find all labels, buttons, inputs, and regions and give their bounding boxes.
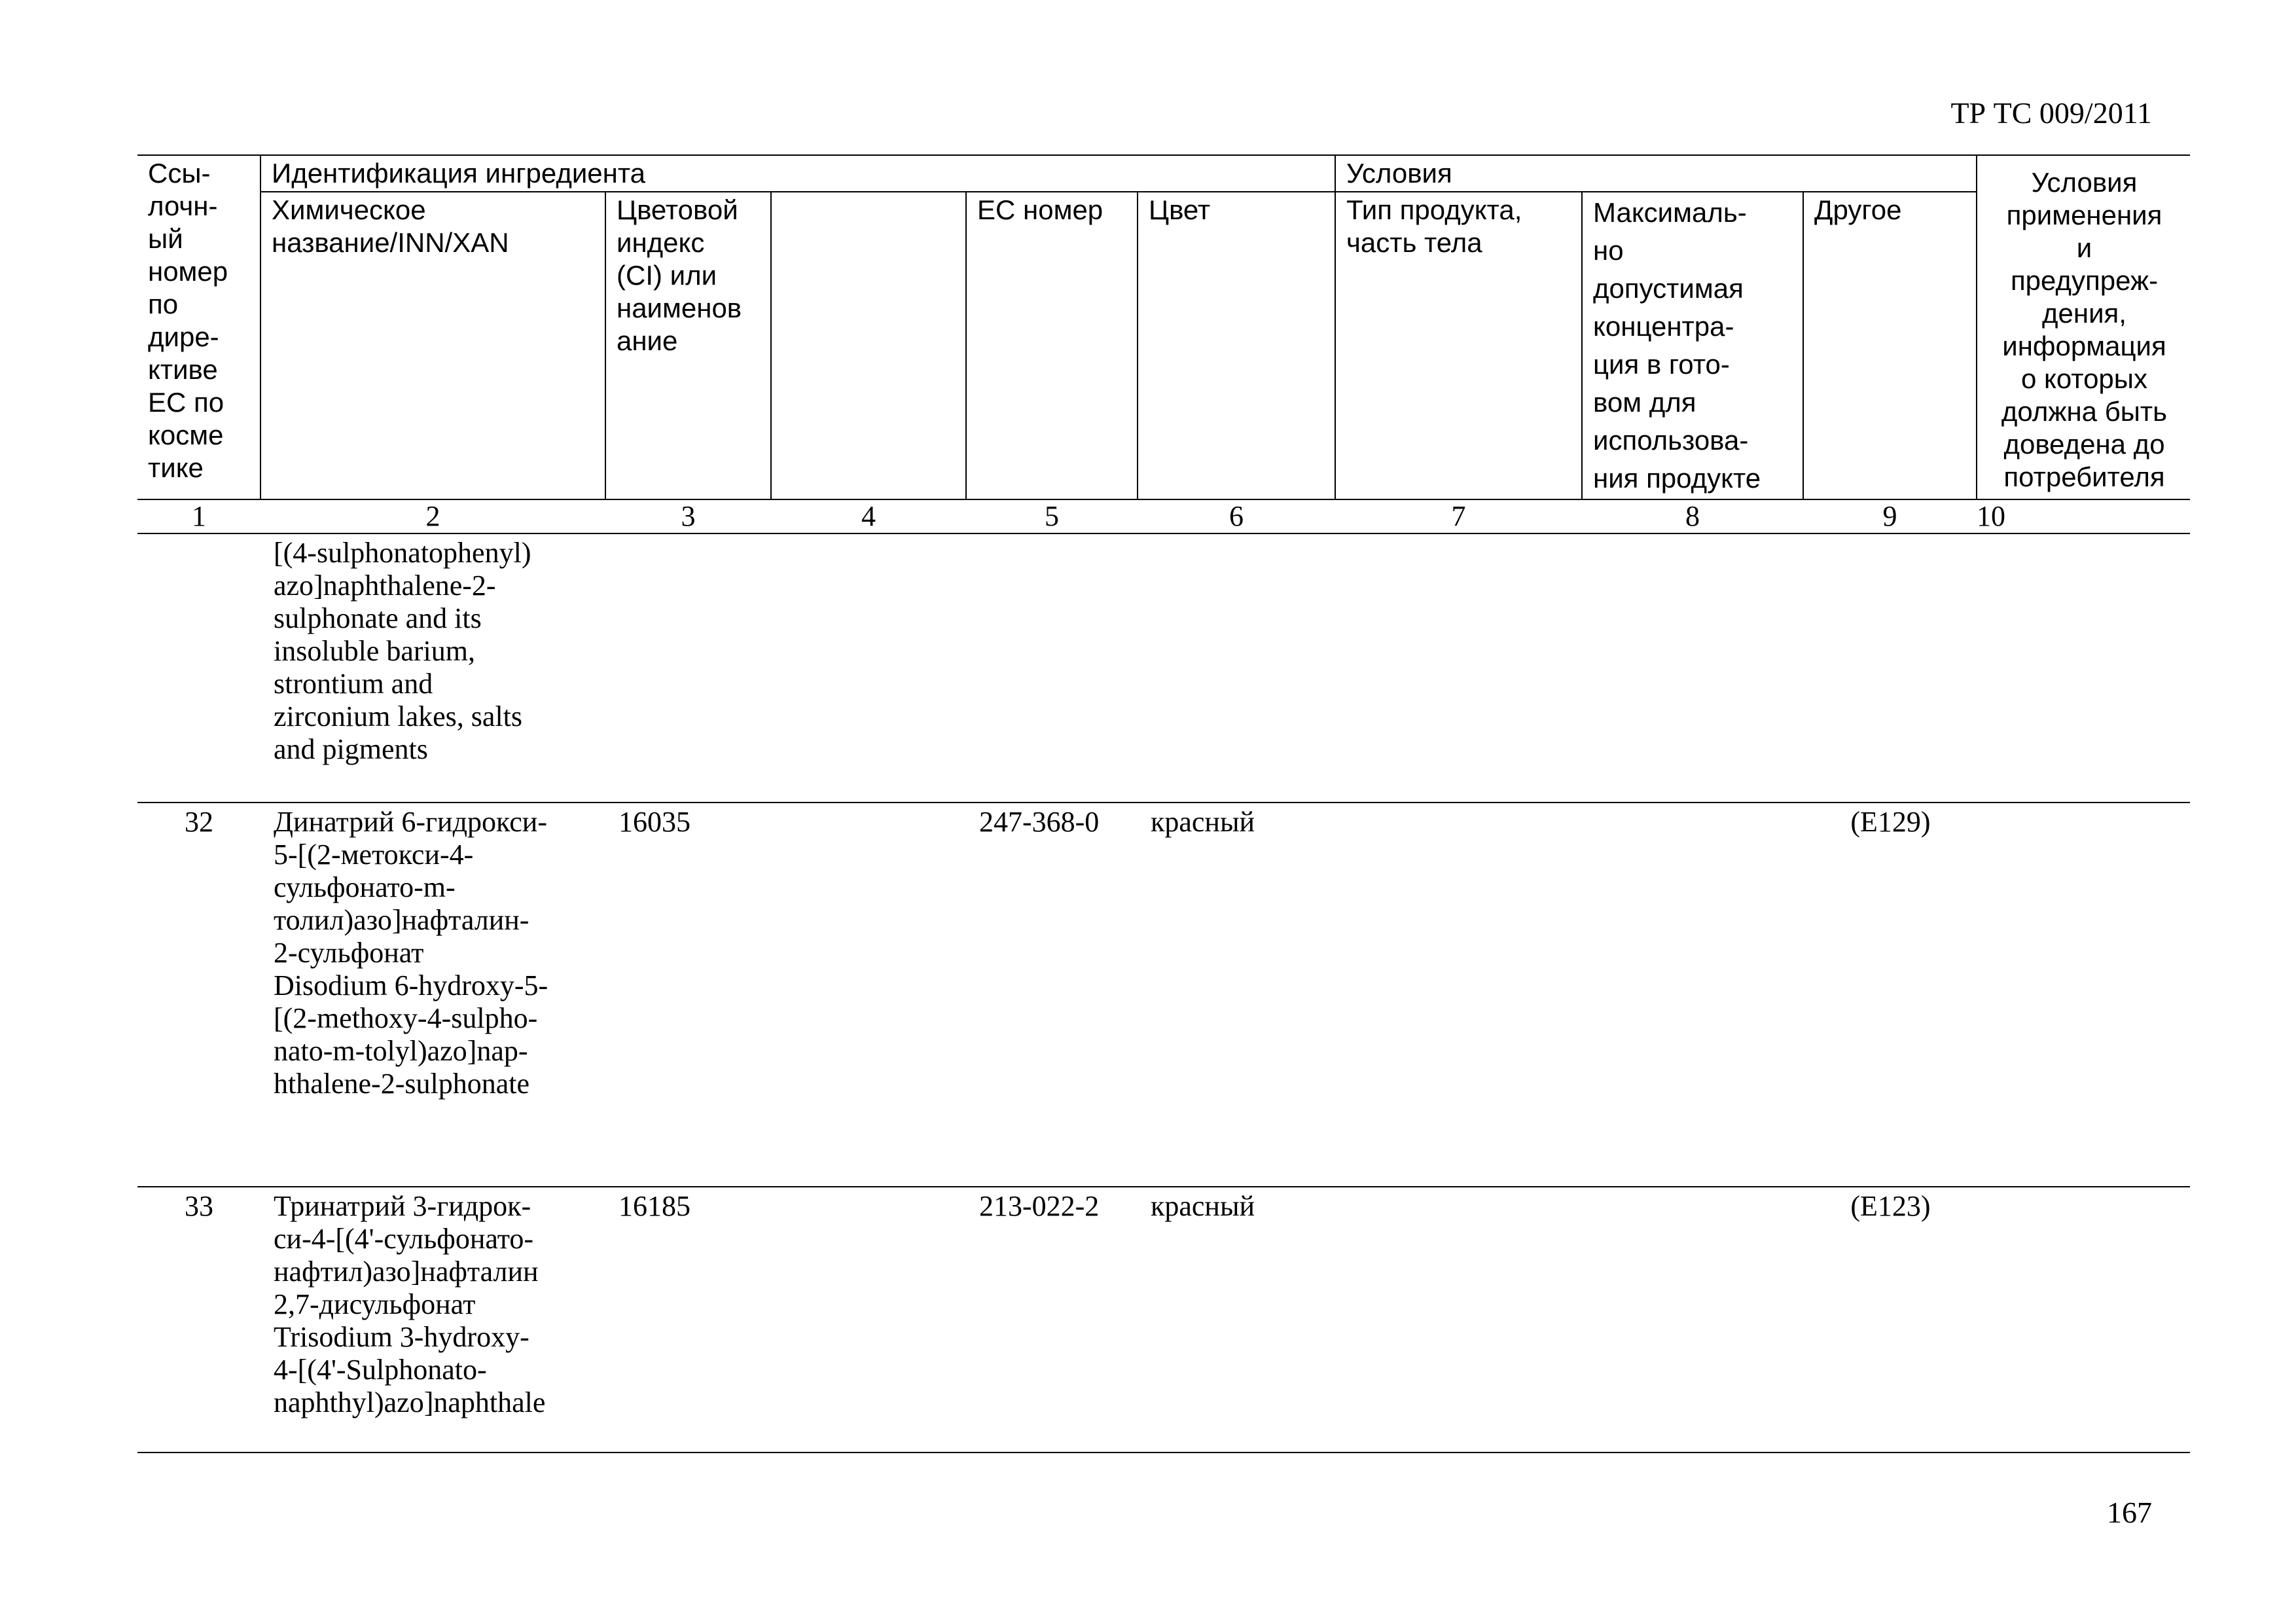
row-chemical-name: Тринатрий 3-гидрок- си-4-[(4'-сульфонато- нафтил)азо]нафталин 2,7-дисульфонат Trisodium 3-hydroxy- 4-[(4'-Sulphonato- naphthyl)azo]naphthale xyxy=(260,1187,605,1453)
column-number: 10 xyxy=(1977,499,2190,533)
row-product-type xyxy=(1335,1187,1582,1453)
row-col4 xyxy=(771,1187,966,1453)
column-number: 3 xyxy=(605,499,771,533)
row-color-index xyxy=(605,533,771,803)
header-color: Цвет xyxy=(1138,192,1335,499)
row-color: красный xyxy=(1138,803,1335,1187)
row-ref-number: 32 xyxy=(137,803,260,1187)
header-row-1 xyxy=(137,155,2190,192)
header-usage-warnings: Условия применения и предупреж- дения, информация о которых должна быть доведена до потребителя xyxy=(1977,155,2190,499)
header-max-concentration: Максималь- но допустимая концентра- ция в гото- вом для использова- ния продукте xyxy=(1582,192,1803,499)
column-number: 1 xyxy=(137,499,260,533)
row-usage xyxy=(1977,803,2190,1187)
row-ec-number xyxy=(966,533,1138,803)
column-numbers-row xyxy=(137,499,2190,533)
row-ec-number: 247-368-0 xyxy=(966,803,1138,1187)
row-chemical-name: [(4-sulphonatophenyl) azo]naphthalene-2- sulphonate and its insoluble barium, strontium and zirconium lakes, salts and pigments xyxy=(260,533,605,803)
row-ref-number: 33 xyxy=(137,1187,260,1453)
table-row xyxy=(137,533,2190,803)
column-number: 6 xyxy=(1138,499,1335,533)
page-number: 167 xyxy=(2107,1496,2152,1529)
ingredients-table xyxy=(137,154,2190,1453)
row-other: (E129) xyxy=(1803,803,1977,1187)
row-product-type xyxy=(1335,533,1582,803)
column-number: 7 xyxy=(1335,499,1582,533)
header-col4 xyxy=(771,192,966,499)
row-max-concentration xyxy=(1582,533,1803,803)
column-number: 2 xyxy=(260,499,605,533)
header-color-index: Цветовой индекс (CI) или наименов ание xyxy=(605,192,771,499)
row-color-index: 16185 xyxy=(605,1187,771,1453)
header-other: Другое xyxy=(1803,192,1977,499)
document-header: ТР ТС 009/2011 xyxy=(1950,96,2152,130)
row-col4 xyxy=(771,533,966,803)
row-ref-number xyxy=(137,533,260,803)
row-max-concentration xyxy=(1582,803,1803,1187)
row-other: (E123) xyxy=(1803,1187,1977,1453)
row-color: красный xyxy=(1138,1187,1335,1453)
header-identification: Идентификация ингредиента xyxy=(260,155,1335,192)
header-product-type: Тип продукта, часть тела xyxy=(1335,192,1582,499)
table-row xyxy=(137,1187,2190,1453)
row-product-type xyxy=(1335,803,1582,1187)
table-row xyxy=(137,803,2190,1187)
row-chemical-name: Динатрий 6-гидрокси- 5-[(2-метокси-4- сульфонато-m- толил)азо]нафталин- 2-сульфонат Disodium 6-hydroxy-5- [(2-methoxy-4-sulpho- nato-m-tolyl)azo]nap- hthalene-2-sulphonate xyxy=(260,803,605,1187)
row-col4 xyxy=(771,803,966,1187)
row-usage xyxy=(1977,533,2190,803)
row-color xyxy=(1138,533,1335,803)
header-ref-number: Ссы- лочн- ый номер по дире- ктиве ЕС по косме тике xyxy=(137,155,260,499)
row-max-concentration xyxy=(1582,1187,1803,1453)
row-color-index: 16035 xyxy=(605,803,771,1187)
column-number: 9 xyxy=(1803,499,1977,533)
column-number: 4 xyxy=(771,499,966,533)
header-chemical-name: Химическое название/INN/XAN xyxy=(260,192,605,499)
row-ec-number: 213-022-2 xyxy=(966,1187,1138,1453)
column-number: 5 xyxy=(966,499,1138,533)
header-ec-number: ЕС номер xyxy=(966,192,1138,499)
column-number: 8 xyxy=(1582,499,1803,533)
header-conditions: Условия xyxy=(1335,155,1977,192)
row-usage xyxy=(1977,1187,2190,1453)
row-other xyxy=(1803,533,1977,803)
header-row-2 xyxy=(137,192,2190,499)
